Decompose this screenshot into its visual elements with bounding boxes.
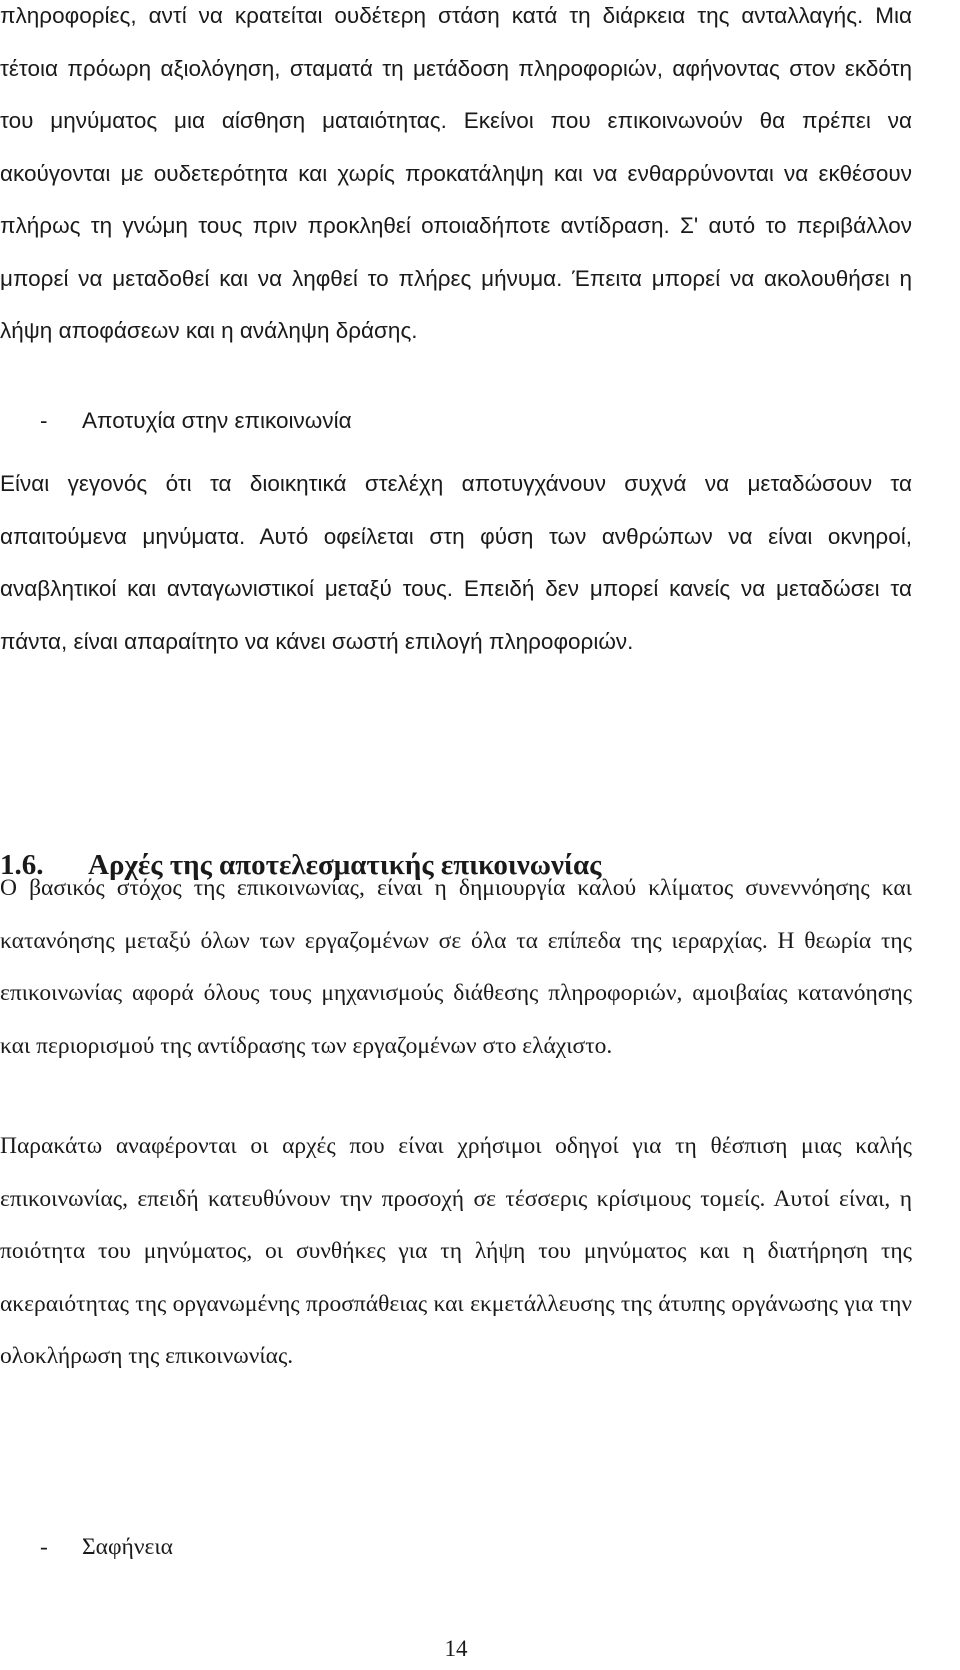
bullet-dash: - xyxy=(40,408,48,433)
bullet-label: Αποτυχία στην επικοινωνία xyxy=(82,408,352,433)
page-number: 14 xyxy=(444,1636,468,1661)
bullet-clarity xyxy=(40,1521,173,1574)
section-title: Αρχές της αποτελεσματικής επικοινωνίας xyxy=(88,849,602,881)
bullet-dash: - xyxy=(40,1534,48,1560)
bullet-label: Σαφήνεια xyxy=(82,1534,173,1560)
paragraph-main-goal: Ο βασικός στόχος της επικοινωνίας, είναι η δημιουργία καλού κλίματος συνεννόησης και κατανόησης μεταξύ όλων των εργαζομένων σε όλα τα επίπεδα της ιεραρχίας. Η θεωρία της επικοινωνίας αφορά όλους τους μηχανισμούς διάθεσης πληροφοριών, αμοιβαίας κατανόησης και περιορισμού της αντίδρασης των εργαζομένων στο ελάχιστο. xyxy=(0,875,912,1059)
section-number: 1.6. xyxy=(0,849,44,881)
paragraph-evaluation: πληροφορίες, αντί να κρατείται ουδέτερη στάση κατά τη διάρκεια της ανταλλαγής. Μια τέτοια πρόωρη αξιολόγηση, σταματά τη μετάδοση πληροφοριών, αφήνοντας στον εκδότη του μηνύματος μια αίσθηση ματαιότητας. Εκείνοι που επικοινωνούν θα πρέπει να ακούγονται με ουδετερότητα και χωρίς προκατάληψη και να ενθαρρύνονται να εκθέσουν πλήρως τη γνώμη τους πριν προκληθεί οποιαδήποτε αντίδραση. Σ' αυτό το περιβάλλον μπορεί να μεταδοθεί και να ληφθεί το πλήρες μήνυμα. Έπειτα μπορεί να ακολουθήσει η λήψη αποφάσεων και η ανάληψη δράσης. xyxy=(0,3,912,343)
paragraph-principles: Παρακάτω αναφέρονται οι αρχές που είναι χρήσιμοι οδηγοί για τη θέσπιση μιας καλής επικοινωνίας, επειδή κατευθύνουν την προσοχή σε τέσσερις κρίσιμους τομείς. Αυτοί είναι, η ποιότητα του μηνύματος, οι συνθήκες για τη λήψη του μηνύματος και η διατήρηση της ακεραιότητας της οργανωμένης προσπάθειας και εκμετάλλευσης της άτυπης οργάνωσης για την ολοκλήρωση της επικοινωνίας. xyxy=(0,1133,912,1369)
bullet-communication-failure xyxy=(40,395,352,448)
paragraph-communication-failure: Είναι γεγονός ότι τα διοικητικά στελέχη αποτυγχάνουν συχνά να μεταδώσουν τα απαιτούμενα μηνύματα. Αυτό οφείλεται στη φύση των ανθρώπων να είναι οκνηροί, αναβλητικοί και ανταγωνιστικοί μεταξύ τους. Επειδή δεν μπορεί κανείς να μεταδώσει τα πάντα, είναι απαραίτητο να κάνει σωστή επιλογή πληροφοριών. xyxy=(0,471,912,654)
